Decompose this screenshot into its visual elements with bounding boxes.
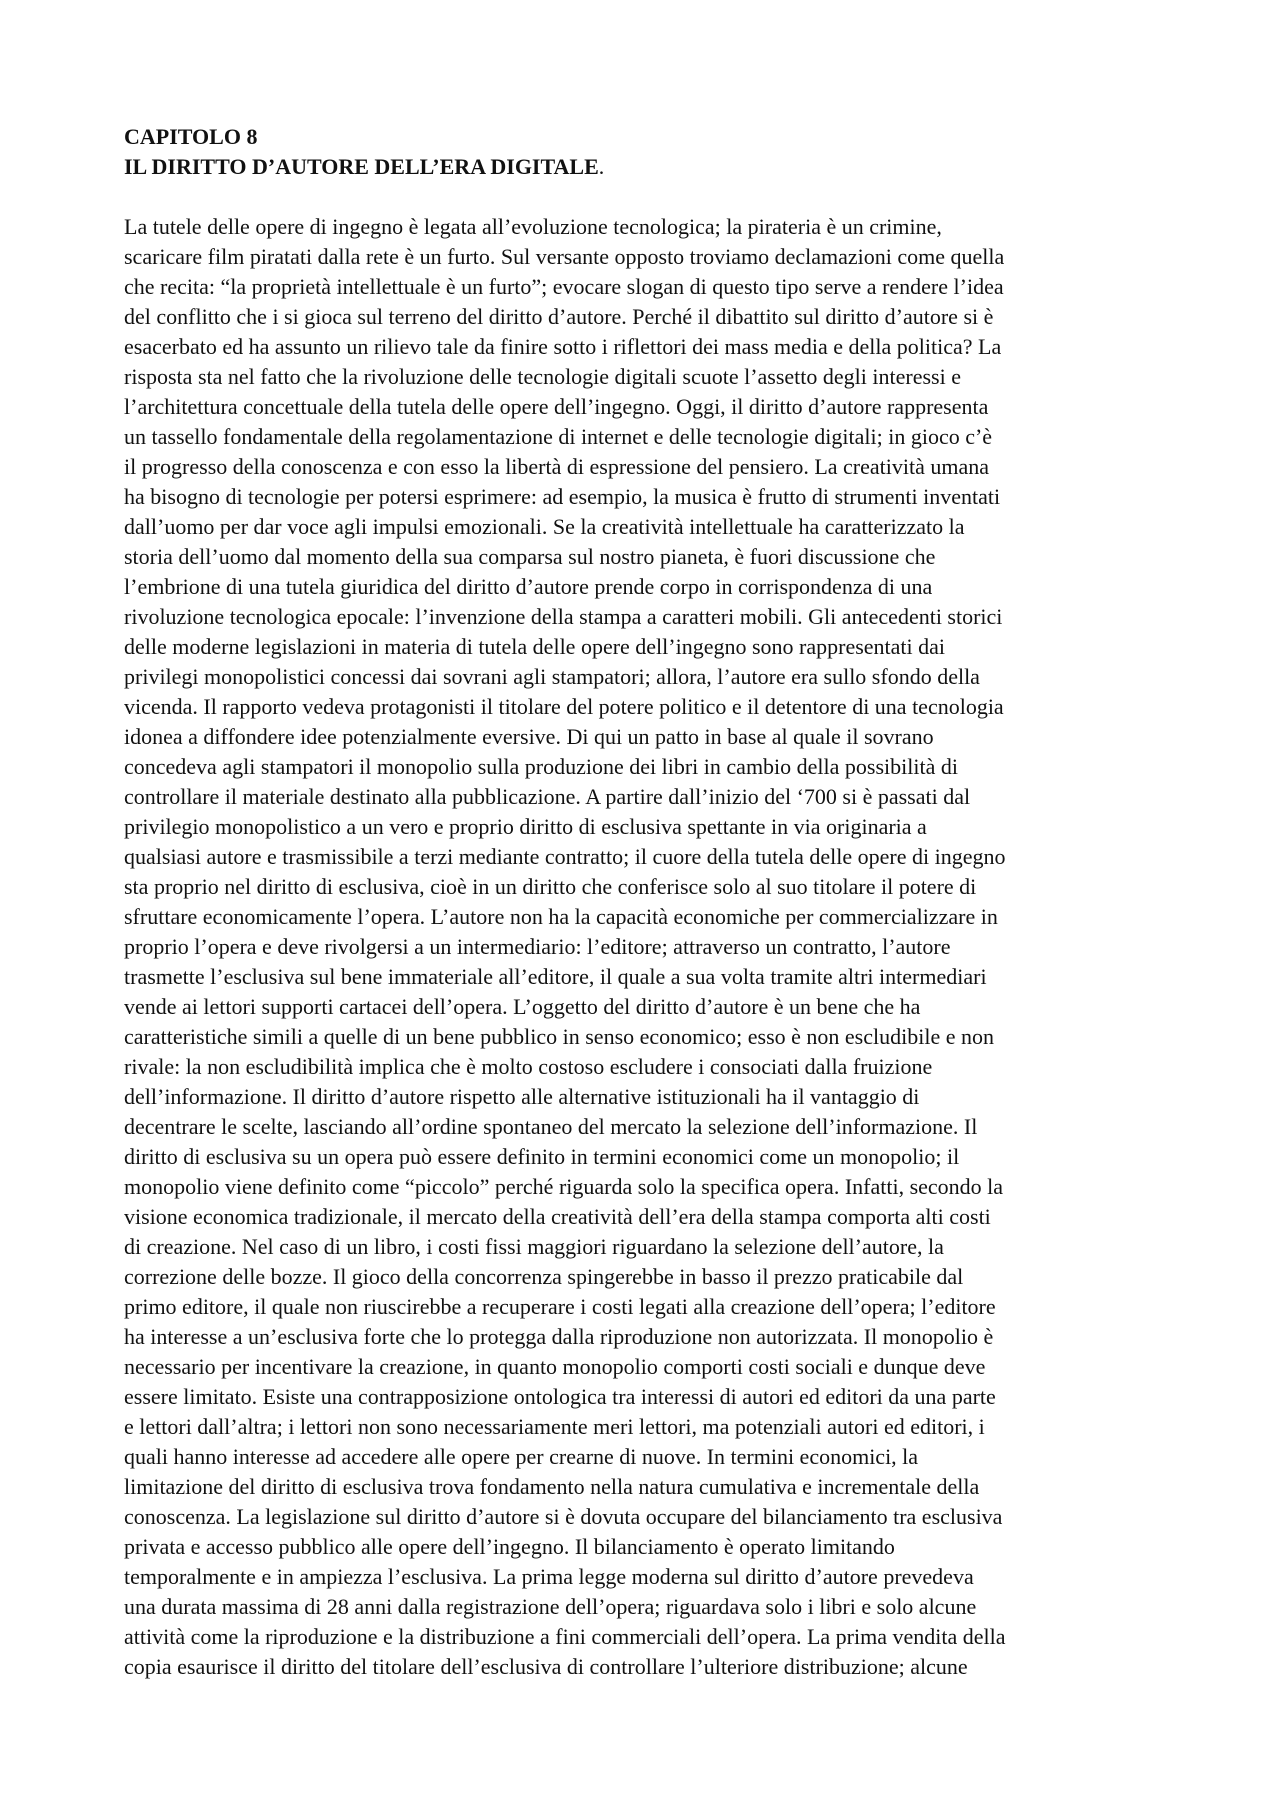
- body-text-line: quali hanno interesse ad accedere alle opere per crearne di nuove. In termini economici, la: [124, 1444, 919, 1469]
- body-text-line: monopolio viene definito come “piccolo” perché riguarda solo la specifica opera. Infatti, secondo la: [124, 1174, 1004, 1199]
- body-text-line: controllare il materiale destinato alla pubblicazione. A partire dall’inizio del ‘700 si è passati dal: [124, 784, 971, 809]
- body-text-line: proprio l’opera e deve rivolgersi a un intermediario: l’editore; attraverso un contratto, l’autore: [124, 934, 951, 959]
- body-paragraph: [124, 212, 1184, 1682]
- chapter-title: IL DIRITTO D’AUTORE DELL’ERA DIGITALE: [124, 154, 599, 179]
- body-text-line: l’architettura concettuale della tutela delle opere dell’ingegno. Oggi, il diritto d’autore rappresenta: [124, 394, 989, 419]
- body-text-line: conoscenza. La legislazione sul diritto d’autore si è dovuta occupare del bilanciamento tra esclusiva: [124, 1504, 1003, 1529]
- body-text-line: esacerbato ed ha assunto un rilievo tale da finire sotto i riflettori dei mass media e della politica? La: [124, 334, 1002, 359]
- document-content: [124, 122, 1184, 1682]
- body-text-line: del conflitto che i si gioca sul terreno del diritto d’autore. Perché il dibattito sul diritto d’autore si è: [124, 304, 994, 329]
- body-text-line: dall’uomo per dar voce agli impulsi emozionali. Se la creatività intellettuale ha caratterizzato la: [124, 514, 965, 539]
- chapter-heading: [124, 122, 1184, 182]
- body-text-line: privilegi monopolistici concessi dai sovrani agli stampatori; allora, l’autore era sullo sfondo della: [124, 664, 980, 689]
- body-text-line: scaricare film piratati dalla rete è un furto. Sul versante opposto troviamo declamazioni come quella: [124, 244, 1005, 269]
- body-text-line: qualsiasi autore e trasmissibile a terzi mediante contratto; il cuore della tutela delle opere di ingegno: [124, 844, 1006, 869]
- body-text-line: vicenda. Il rapporto vedeva protagonisti il titolare del potere politico e il detentore di una tecnologia: [124, 694, 1004, 719]
- body-text-line: dell’informazione. Il diritto d’autore rispetto alle alternative istituzionali ha il vantaggio di: [124, 1084, 920, 1109]
- body-text-line: rivale: la non escludibilità implica che è molto costoso escludere i consociati dalla fruizione: [124, 1054, 933, 1079]
- chapter-title-period: .: [598, 154, 605, 179]
- body-text-line: idonea a diffondere idee potenzialmente eversive. Di qui un patto in base al quale il sovrano: [124, 724, 934, 749]
- body-text-line: storia dell’uomo dal momento della sua comparsa sul nostro pianeta, è fuori discussione che: [124, 544, 936, 569]
- body-text-line: primo editore, il quale non riuscirebbe a recuperare i costi legati alla creazione dell’opera; l’editore: [124, 1294, 996, 1319]
- body-text-line: attività come la riproduzione e la distribuzione a fini commerciali dell’opera. La prima vendita della: [124, 1624, 1006, 1649]
- body-text-line: privilegio monopolistico a un vero e proprio diritto di esclusiva spettante in via originaria a: [124, 814, 927, 839]
- body-text-line: privata e accesso pubblico alle opere dell’ingegno. Il bilanciamento è operato limitando: [124, 1534, 895, 1559]
- body-text-line: La tutele delle opere di ingegno è legata all’evoluzione tecnologica; la pirateria è un crimine,: [124, 214, 942, 239]
- body-text-line: trasmette l’esclusiva sul bene immateriale all’editore, il quale a sua volta tramite altri intermediari: [124, 964, 987, 989]
- body-text-line: di creazione. Nel caso di un libro, i costi fissi maggiori riguardano la selezione dell’autore, la: [124, 1234, 944, 1259]
- body-text-line: un tassello fondamentale della regolamentazione di internet e delle tecnologie digitali; in gioco c’è: [124, 424, 993, 449]
- body-text-line: visione economica tradizionale, il mercato della creatività dell’era della stampa comporta alti costi: [124, 1204, 991, 1229]
- body-text-line: caratteristiche simili a quelle di un bene pubblico in senso economico; esso è non escludibile e non: [124, 1024, 994, 1049]
- body-text-line: ha interesse a un’esclusiva forte che lo protegga dalla riproduzione non autorizzata. Il monopolio è: [124, 1324, 994, 1349]
- body-text-line: diritto di esclusiva su un opera può essere definito in termini economici come un monopolio; il: [124, 1144, 960, 1169]
- body-text-line: correzione delle bozze. Il gioco della concorrenza spingerebbe in basso il prezzo praticabile dal: [124, 1264, 964, 1289]
- body-text-line: rivoluzione tecnologica epocale: l’invenzione della stampa a caratteri mobili. Gli antecedenti storici: [124, 604, 1003, 629]
- body-text-line: essere limitato. Esiste una contrapposizione ontologica tra interessi di autori ed editori da una parte: [124, 1384, 996, 1409]
- body-text-line: necessario per incentivare la creazione, in quanto monopolio comporti costi sociali e dunque deve: [124, 1354, 986, 1379]
- body-text-line: una durata massima di 28 anni dalla registrazione dell’opera; riguardava solo i libri e solo alcune: [124, 1594, 977, 1619]
- body-text-line: l’embrione di una tutela giuridica del diritto d’autore prende corpo in corrispondenza di una: [124, 574, 933, 599]
- body-text-line: temporalmente e in ampiezza l’esclusiva. La prima legge moderna sul diritto d’autore prevedeva: [124, 1564, 974, 1589]
- body-text-line: sfruttare economicamente l’opera. L’autore non ha la capacità economiche per commercializzare in: [124, 904, 998, 929]
- body-text-line: risposta sta nel fatto che la rivoluzione delle tecnologie digitali scuote l’assetto degli interessi e: [124, 364, 961, 389]
- body-text-line: limitazione del diritto di esclusiva trova fondamento nella natura cumulativa e incrementale della: [124, 1474, 980, 1499]
- body-text-line: decentrare le scelte, lasciando all’ordine spontaneo del mercato la selezione dell’informazione. Il: [124, 1114, 978, 1139]
- chapter-number: CAPITOLO 8: [124, 124, 258, 149]
- body-text-line: vende ai lettori supporti cartacei dell’opera. L’oggetto del diritto d’autore è un bene che ha: [124, 994, 921, 1019]
- body-text-line: delle moderne legislazioni in materia di tutela delle opere dell’ingegno sono rappresentati dai: [124, 634, 946, 659]
- chapter-title-line: [124, 152, 1184, 182]
- body-text-line: il progresso della conoscenza e con esso la libertà di espressione del pensiero. La creatività umana: [124, 454, 990, 479]
- body-text-line: e lettori dall’altra; i lettori non sono necessariamente meri lettori, ma potenziali autori ed editori, i: [124, 1414, 985, 1439]
- body-text-line: copia esaurisce il diritto del titolare dell’esclusiva di controllare l’ulteriore distribuzione; alcune: [124, 1654, 968, 1679]
- body-text-line: ha bisogno di tecnologie per potersi esprimere: ad esempio, la musica è frutto di strumenti inventati: [124, 484, 1001, 509]
- body-text-line: sta proprio nel diritto di esclusiva, cioè in un diritto che conferisce solo al suo titolare il potere di: [124, 874, 977, 899]
- body-text-line: concedeva agli stampatori il monopolio sulla produzione dei libri in cambio della possibilità di: [124, 754, 958, 779]
- body-text-line: che recita: “la proprietà intellettuale è un furto”; evocare slogan di questo tipo serve a rendere l’idea: [124, 274, 1004, 299]
